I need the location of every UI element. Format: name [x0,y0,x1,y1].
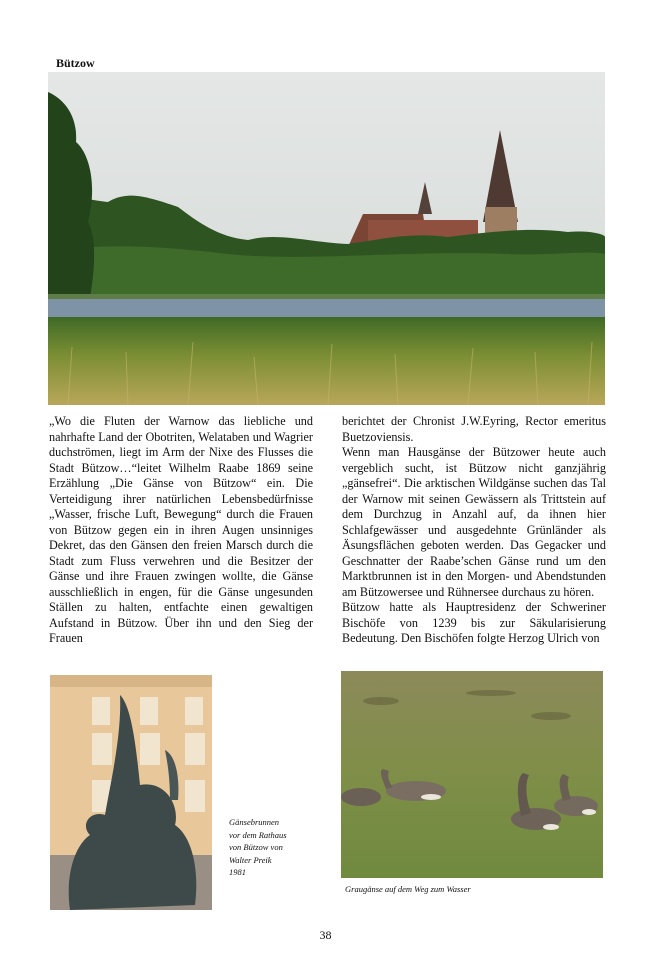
goose-fountain-photo [50,675,212,910]
paragraph: berichtet der Chronist J.W.Eyring, Rector emeritus Buetzoviensis. [342,414,606,444]
caption-line: Gänsebrunnen [229,817,280,827]
caption-geese: Graugänse auf dem Weg zum Wasser [345,884,471,894]
text-column-right [342,414,606,647]
landscape-photo [48,72,605,405]
paragraph: Bützow hatte als Hauptresidenz der Schweriner Bischöfe von 1239 bis zur Säkularisierung Bedeutung. Den Bischöfen folgte Herzog Ulrich von [342,600,606,645]
paragraph: „Wo die Fluten der Warnow das liebliche und nahrhafte Land der Obotriten, Welataben und Wagrier duchströmen, liegt im Arm der Nixe des Flusses die Stadt Bützow…“leitet Wilhelm Raabe 1869 seine Erzählung „Die Gänse von Bützow“ ein. Die Verteidigung ihrer natürlichen Lebensbedürfnisse „Wasser, frische Luft, Bewegung“ durch die Frauen von Bützow gegen ein in ihren Augen unsinniges Dekret, das den Gänsen den freien Marsch durch die Stadt zum Fluss verwehren und die Besitzer der Gänse und ihre Frauen zwingen wollte, die Gänse ausschließlich in engen, für die Gänse ungesunden Ställen zu halten, entfachte einen gewaltigen Aufstand in Bützow. Über ihn und den Sieg der Frauen [49,414,313,645]
text-column-left [49,414,313,647]
greylag-geese-photo [341,671,603,878]
caption-line: von Bützow von [229,842,283,852]
page-number: 38 [319,928,332,942]
caption-fountain [229,816,319,879]
page-heading: Bützow [56,56,95,70]
caption-line: Walter Preik [229,854,272,865]
caption-line: vor dem Rathaus [229,829,287,840]
paragraph: Wenn man Hausgänse der Bützower heute auch vergeblich sucht, ist Bützow nicht ganzjährig „gänsefrei“. Die arktischen Wildgänse suchen das Tal der Warnow mit seinen Gewässern als Trittstein auf dem Durchzug in Anzahl auf, da ihnen hier Schlafgewässer und ausgedehnte Grünländer als Äsungsflächen geboten werden. Das Gegacker und Geschnatter der Raabe’schen Gänse rund um den Marktbrunnen ist in den Morgen- und Abendstunden am Bützowersee und Rühnersee durchaus zu hören. [342,445,606,599]
caption-line: 1981 [229,867,246,877]
